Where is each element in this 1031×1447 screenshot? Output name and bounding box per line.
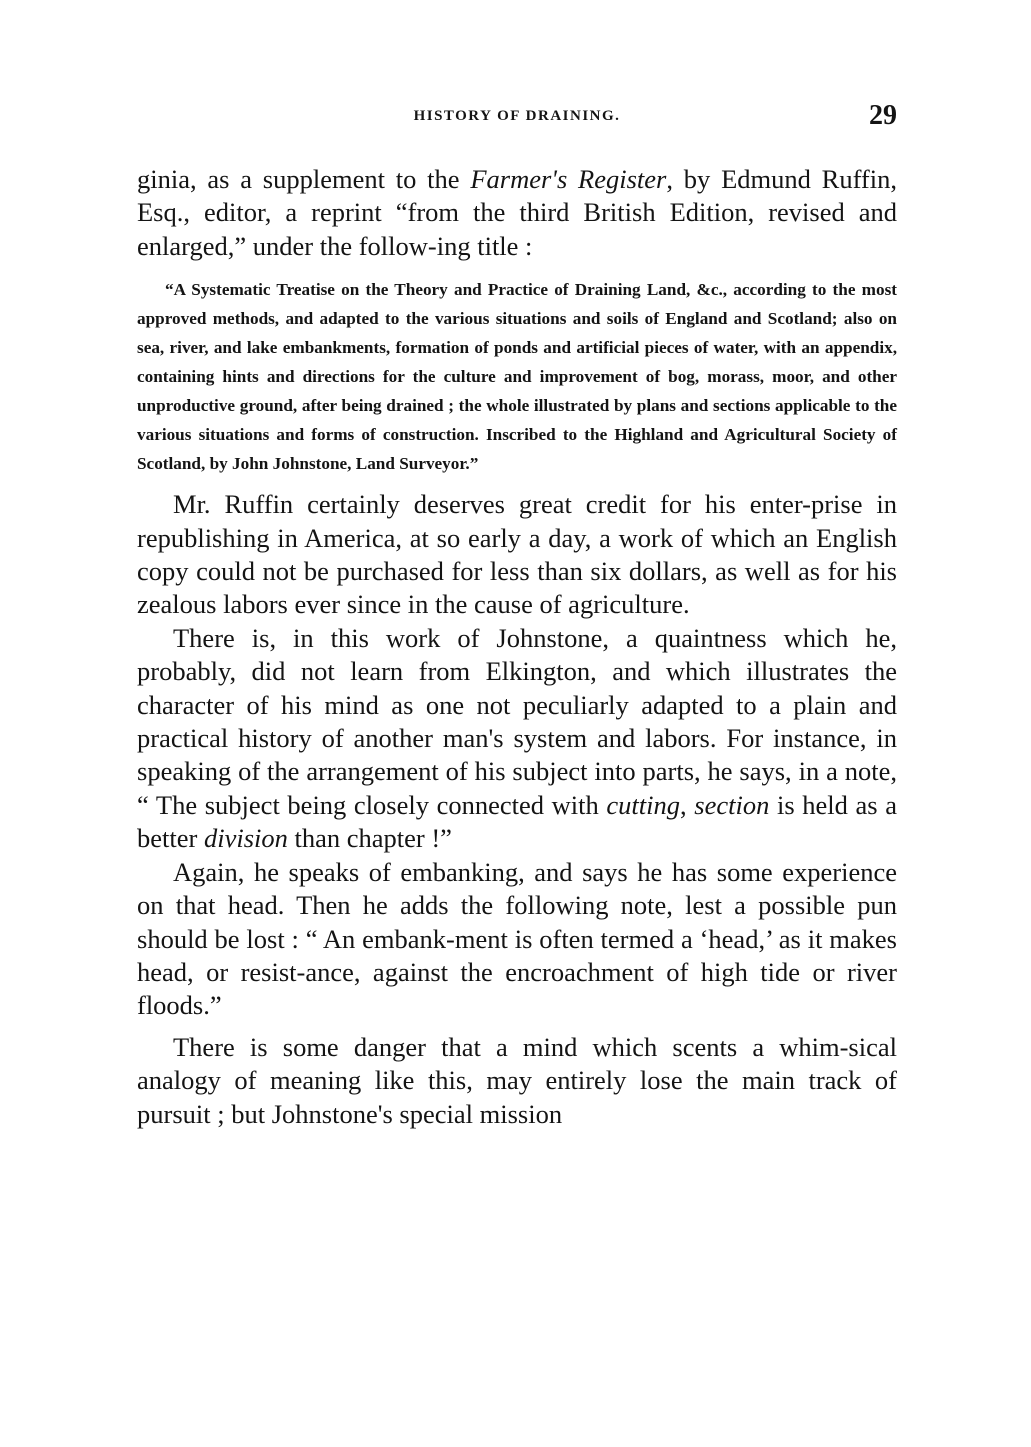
paragraph: There is some danger that a mind which scents a whim-sical analogy of meaning like this, may entirely lose the main track of pursuit ; but Johnstone's special mission [137, 1031, 897, 1129]
paragraph-continuation [137, 163, 897, 263]
paragraph-text: There is, in this work of Johnstone, a quaintness which he, probably, did not learn from Elkington, and which illustrates the character of his mind as one not peculiarly adapted to a plain and practical history of another man's system and labors. For instance, in speaking of the arrangement of his subject into parts, he says, in a note, “ The subject being closely connected with [137, 622, 897, 820]
italic-word: section [694, 789, 770, 820]
running-head [137, 100, 897, 140]
body-text [137, 163, 897, 1131]
italic-title: Farmer's Register [470, 164, 667, 194]
paragraph-gap [137, 1023, 897, 1031]
italic-word: cutting [606, 789, 681, 820]
paragraph: Again, he speaks of embanking, and says he has some experience on that head. Then he adds the following note, lest a possible pun should be lost : “ An embank-ment is often termed a ‘head,’ as it makes head, or resist-ance, against the encroachment of high tide or river floods.” [137, 856, 897, 1021]
paragraph-text: than chapter !” [287, 823, 452, 854]
block-quote: “A Systematic Treatise on the Theory and Practice of Draining Land, &c., according to the most approved methods, and adapted to the various situations and soils of England and Scotland; also on sea, river, and lake embankments, formation of ponds and artificial pieces of water, with an appendix, containing hints and directions for the culture and improvement of bog, morass, moor, and other unproductive ground, after being drained ; the whole illustrated by plans and sections applicable to the various situations and forms of construction. Inscribed to the Highland and Agricultural Society of Scotland, by John Johnstone, Land Surveyor.” [137, 280, 897, 474]
running-title: HISTORY OF DRAINING. [413, 108, 621, 124]
paragraph: Mr. Ruffin certainly deserves great credit for his enter-prise in republishing in America, at so early a day, a work of which an English copy could not be purchased for less than six dollars, as well as for his zealous labors ever since in the cause of agriculture. [137, 489, 897, 620]
paragraph [137, 622, 897, 856]
page-number: 29 [869, 100, 897, 131]
paragraph-text: ginia, as a supplement to the [137, 164, 471, 194]
paragraph-text: , [680, 789, 695, 820]
paragraph-text: , by Edmund Ruffin, Esq., editor, a reprint “from the third British Edition, revised and enlarged,” under the follow-ing title : [137, 164, 897, 261]
paragraph-text: is held as a better [137, 789, 897, 854]
italic-word: division [203, 823, 288, 854]
